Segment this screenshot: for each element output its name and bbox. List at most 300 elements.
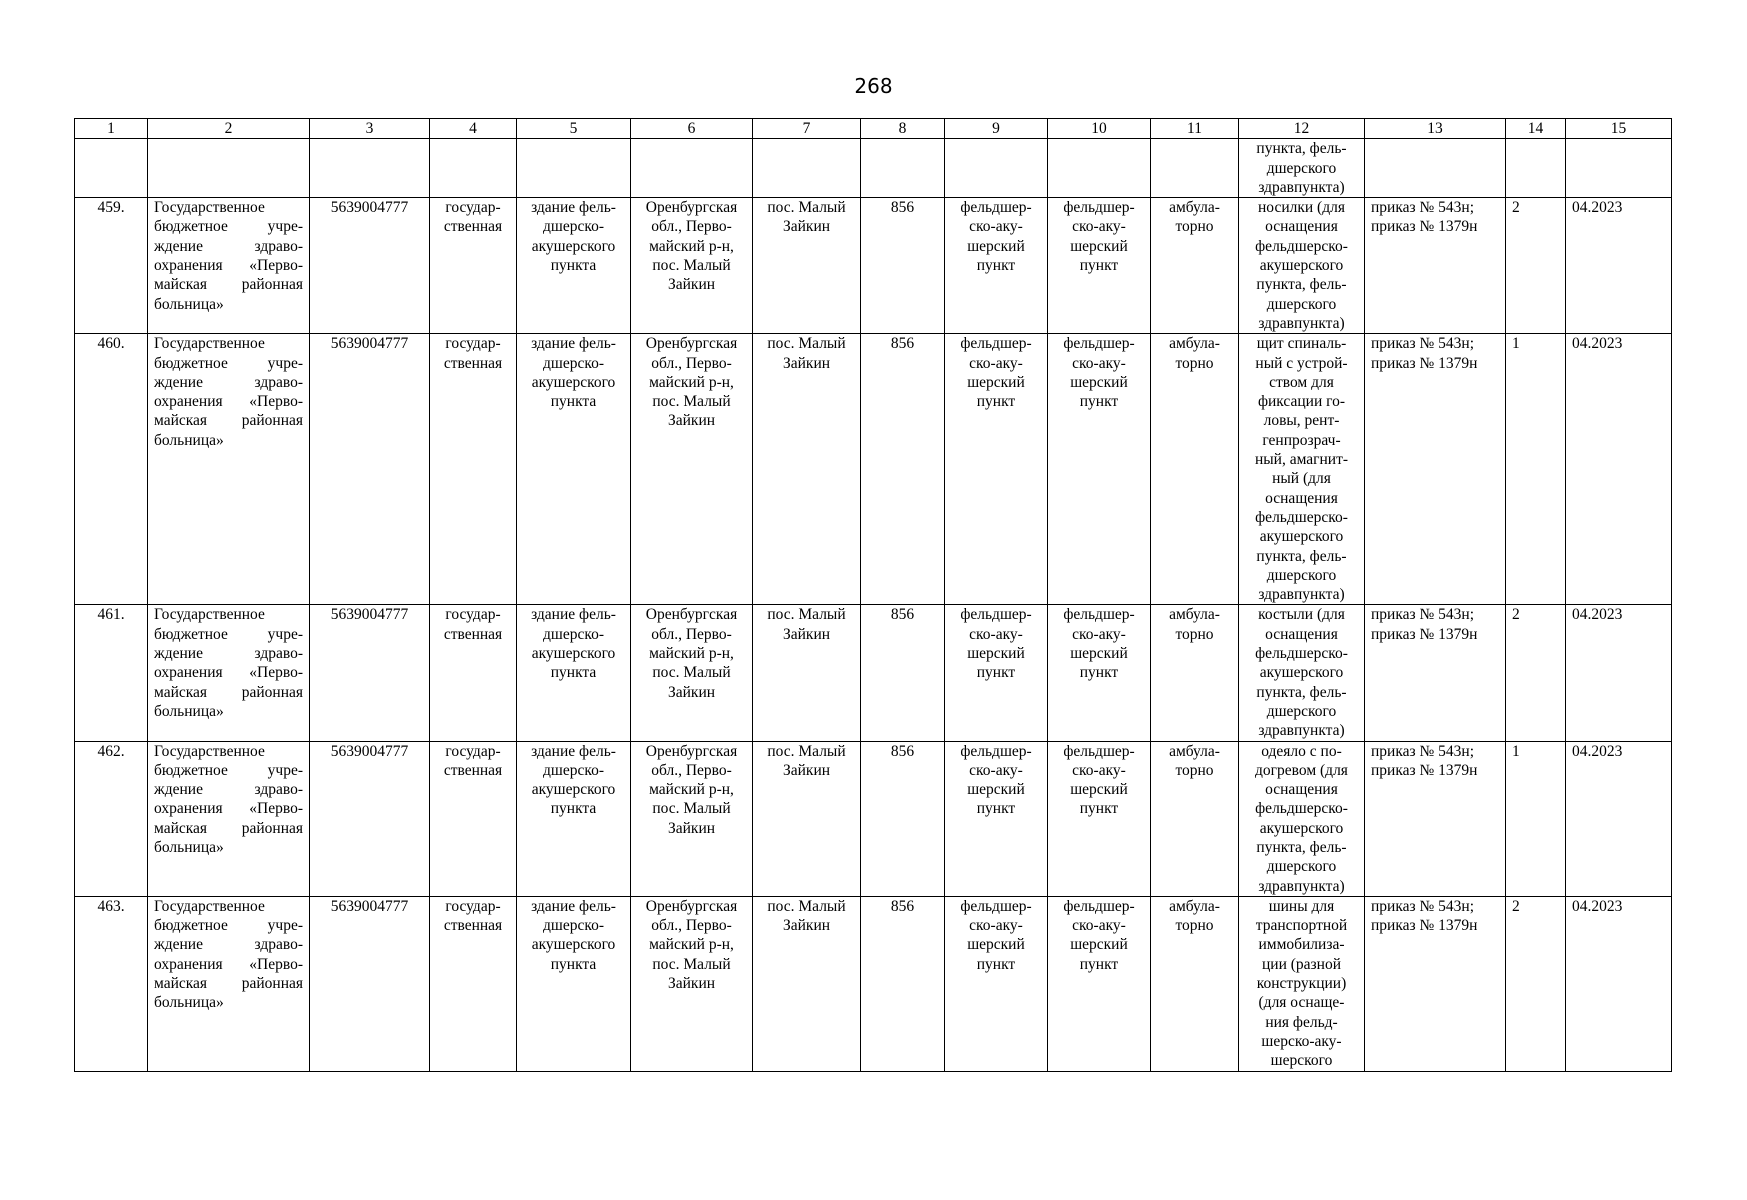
organization-line: больница» (154, 838, 224, 856)
equipment-line: иммобилиза- (1258, 936, 1345, 954)
organization-line: Государственное (154, 742, 265, 760)
cell-unit-name (1048, 139, 1151, 198)
equipment-line: оснащения (1265, 781, 1338, 799)
cell-inn (310, 139, 430, 198)
unit-type-line: ско-аку- (969, 625, 1023, 643)
equipment-line: дшерского (1266, 858, 1337, 876)
equipment-line: фиксации го- (1257, 393, 1346, 411)
equipment-line: ный с устрой- (1255, 354, 1348, 372)
ownership-line: государ- (445, 742, 501, 760)
unit-type-line: шерский (967, 373, 1025, 391)
equipment-line: пункта, фель- (1256, 547, 1347, 565)
unit-name-line: шерский (1070, 781, 1128, 799)
cell-ownership (430, 741, 517, 896)
cell-care-form (1151, 896, 1239, 1071)
care-form-line: амбула- (1169, 897, 1220, 915)
address-line: Зайкин (667, 276, 716, 294)
cell-building (517, 334, 631, 605)
unit-name-line: пункт (1079, 664, 1119, 682)
cell-orders (1365, 896, 1506, 1071)
cell-organization (148, 139, 310, 198)
building-line: акушерского (531, 237, 616, 255)
organization-line: охранения «Перво- (154, 257, 303, 275)
address-line: пос. Малый (652, 257, 731, 275)
equipment-line: пункта, фель- (1256, 276, 1347, 294)
column-number-5: 5 (517, 119, 631, 139)
cell-unit-type (945, 741, 1048, 896)
register-table (74, 118, 1672, 1072)
unit-name-line: пункт (1079, 393, 1119, 411)
column-number-15: 15 (1566, 119, 1672, 139)
unit-name-line: ско-аку- (1072, 354, 1126, 372)
cell-orders (1365, 605, 1506, 741)
locality-line: Зайкин (782, 354, 831, 372)
unit-name-line: фельдшер- (1063, 897, 1135, 915)
cell-locality (753, 139, 861, 198)
cell-quantity: 2 (1506, 605, 1566, 741)
cell-ownership (430, 139, 517, 198)
equipment-line: пункта, фель- (1256, 683, 1347, 701)
unit-name-line: шерский (1070, 936, 1128, 954)
building-line: дшерско- (543, 917, 604, 935)
cell-orders (1365, 741, 1506, 896)
cell-building (517, 198, 631, 334)
equipment-line: конструкции) (1256, 975, 1347, 993)
equipment-line: генпрозрач- (1262, 431, 1341, 449)
table-row (75, 198, 1672, 334)
organization-line: бюджетное учре- (154, 354, 303, 372)
unit-name-line: ско-аку- (1072, 917, 1126, 935)
orders-line: приказ № 543н; (1371, 199, 1475, 217)
equipment-line: ный, амагнит- (1254, 451, 1349, 469)
column-number-9: 9 (945, 119, 1048, 139)
care-form-line: амбула- (1169, 606, 1220, 624)
unit-type-line: фельдшер- (960, 606, 1032, 624)
cell-date: 04.2023 (1566, 605, 1672, 741)
unit-name-line: пункт (1079, 955, 1119, 973)
locality-line: пос. Малый (767, 606, 846, 624)
organization-line: Государственное (154, 335, 265, 353)
care-form-line: торно (1175, 354, 1214, 372)
organization-line: охранения «Перво- (154, 664, 303, 682)
unit-type-line: шерский (967, 237, 1025, 255)
cell-organization (148, 334, 310, 605)
address-line: майский р-н, (649, 936, 734, 954)
cell-date: 04.2023 (1566, 198, 1672, 334)
organization-line: майская районная (154, 412, 303, 430)
cell-date: 04.2023 (1566, 741, 1672, 896)
cell-ownership (430, 198, 517, 334)
orders-line: приказ № 543н; (1371, 606, 1475, 624)
locality-line: пос. Малый (767, 742, 846, 760)
column-number-4: 4 (430, 119, 517, 139)
unit-type-line: ско-аку- (969, 761, 1023, 779)
equipment-line: щит спиналь- (1256, 335, 1347, 353)
cell-number (75, 139, 148, 198)
cell-number: 463. (75, 896, 148, 1071)
address-line: майский р-н, (649, 237, 734, 255)
cell-equipment (1239, 334, 1365, 605)
care-form-line: амбула- (1169, 199, 1220, 217)
equipment-line: акушерского (1259, 257, 1344, 275)
equipment-line: здравпункта) (1258, 314, 1345, 332)
organization-line: бюджетное учре- (154, 761, 303, 779)
unit-type-line: фельдшер- (960, 335, 1032, 353)
column-number-12: 12 (1239, 119, 1365, 139)
organization-line: ждение здраво- (154, 373, 303, 391)
cell-orders (1365, 198, 1506, 334)
header-row (75, 119, 1672, 139)
cell-inn: 5639004777 (310, 741, 430, 896)
cell-unit-type (945, 198, 1048, 334)
unit-type-line: пункт (976, 664, 1016, 682)
unit-type-line: ско-аку- (969, 218, 1023, 236)
building-line: здание фель- (531, 606, 616, 624)
cell-date (1566, 139, 1672, 198)
cell-equipment (1239, 139, 1365, 198)
equipment-line: костыли (для (1258, 606, 1345, 624)
organization-line: майская районная (154, 975, 303, 993)
cell-quantity: 1 (1506, 741, 1566, 896)
organization-line: ждение здраво- (154, 936, 303, 954)
organization-line: ждение здраво- (154, 237, 303, 255)
cell-code: 856 (861, 605, 945, 741)
ownership-line: ственная (443, 625, 503, 643)
equipment-line: фельдшерско- (1255, 237, 1348, 255)
equipment-line: акушерского (1259, 664, 1344, 682)
unit-name-line: фельдшер- (1063, 335, 1135, 353)
address-line: пос. Малый (652, 393, 731, 411)
equipment-line: акушерского (1259, 528, 1344, 546)
equipment-line: шины для (1268, 897, 1335, 915)
column-number-2: 2 (148, 119, 310, 139)
building-line: пункта (550, 664, 597, 682)
organization-line: майская районная (154, 683, 303, 701)
equipment-line: здравпункта) (1258, 722, 1345, 740)
organization-line: охранения «Перво- (154, 955, 303, 973)
equipment-line: оснащения (1265, 218, 1338, 236)
unit-name-line: фельдшер- (1063, 742, 1135, 760)
care-form-line: амбула- (1169, 742, 1220, 760)
orders-line: приказ № 1379н (1371, 625, 1478, 643)
organization-line: бюджетное учре- (154, 917, 303, 935)
column-number-8: 8 (861, 119, 945, 139)
cell-organization (148, 896, 310, 1071)
building-line: здание фель- (531, 199, 616, 217)
page-number: 268 (854, 74, 893, 98)
building-line: дшерско- (543, 761, 604, 779)
ownership-line: государ- (445, 335, 501, 353)
address-line: Оренбургская (645, 335, 738, 353)
address-line: обл., Перво- (651, 761, 732, 779)
equipment-line: ством для (1269, 373, 1334, 391)
organization-line: майская районная (154, 276, 303, 294)
cell-unit-name (1048, 896, 1151, 1071)
orders-line: приказ № 543н; (1371, 335, 1475, 353)
cell-unit-type (945, 139, 1048, 198)
organization-line: охранения «Перво- (154, 800, 303, 818)
address-line: Оренбургская (645, 742, 738, 760)
cell-equipment (1239, 198, 1365, 334)
cell-unit-name (1048, 741, 1151, 896)
building-line: акушерского (531, 781, 616, 799)
unit-type-line: шерский (967, 781, 1025, 799)
cell-address (631, 198, 753, 334)
locality-line: Зайкин (782, 218, 831, 236)
cell-number: 459. (75, 198, 148, 334)
cell-care-form (1151, 139, 1239, 198)
cell-organization (148, 605, 310, 741)
cell-equipment (1239, 741, 1365, 896)
cell-address (631, 896, 753, 1071)
building-line: акушерского (531, 645, 616, 663)
cell-equipment (1239, 896, 1365, 1071)
building-line: здание фель- (531, 335, 616, 353)
column-number-3: 3 (310, 119, 430, 139)
equipment-line: (для оснаще- (1258, 994, 1345, 1012)
equipment-line: фельдшерско- (1255, 645, 1348, 663)
unit-name-line: шерский (1070, 373, 1128, 391)
address-line: майский р-н, (649, 781, 734, 799)
organization-line: Государственное (154, 199, 265, 217)
equipment-line: ный (для (1272, 470, 1331, 488)
unit-type-line: шерский (967, 936, 1025, 954)
address-line: Оренбургская (645, 606, 738, 624)
cell-code: 856 (861, 334, 945, 605)
building-line: пункта (550, 393, 597, 411)
unit-type-line: фельдшер- (960, 897, 1032, 915)
organization-line: Государственное (154, 606, 265, 624)
cell-inn: 5639004777 (310, 334, 430, 605)
cell-care-form (1151, 605, 1239, 741)
building-line: пункта (550, 955, 597, 973)
unit-type-line: фельдшер- (960, 199, 1032, 217)
cell-quantity: 2 (1506, 198, 1566, 334)
ownership-line: ственная (443, 761, 503, 779)
cell-unit-type (945, 334, 1048, 605)
building-line: дшерско- (543, 625, 604, 643)
unit-name-line: пункт (1079, 257, 1119, 275)
unit-type-line: ско-аку- (969, 917, 1023, 935)
unit-name-line: шерский (1070, 237, 1128, 255)
cell-code: 856 (861, 741, 945, 896)
cell-ownership (430, 896, 517, 1071)
cell-inn: 5639004777 (310, 896, 430, 1071)
building-line: акушерского (531, 373, 616, 391)
address-line: майский р-н, (649, 373, 734, 391)
care-form-line: торно (1175, 625, 1214, 643)
equipment-line: пункта, фель- (1256, 140, 1347, 158)
address-line: Зайкин (667, 412, 716, 430)
building-line: здание фель- (531, 897, 616, 915)
ownership-line: государ- (445, 897, 501, 915)
equipment-line: дшерского (1266, 566, 1337, 584)
address-line: обл., Перво- (651, 218, 732, 236)
cell-care-form (1151, 334, 1239, 605)
organization-line: больница» (154, 702, 224, 720)
equipment-line: ловы, рент- (1263, 412, 1340, 430)
address-line: майский р-н, (649, 645, 734, 663)
cell-ownership (430, 605, 517, 741)
cell-quantity: 1 (1506, 334, 1566, 605)
equipment-line: догревом (для (1255, 761, 1348, 779)
equipment-line: оснащения (1265, 489, 1338, 507)
equipment-line: дшерского (1266, 159, 1337, 177)
locality-line: Зайкин (782, 917, 831, 935)
equipment-line: ния фельд- (1265, 1013, 1338, 1031)
equipment-line: оснащения (1265, 625, 1338, 643)
cell-building (517, 139, 631, 198)
column-number-13: 13 (1365, 119, 1506, 139)
building-line: акушерского (531, 936, 616, 954)
address-line: обл., Перво- (651, 354, 732, 372)
cell-address (631, 139, 753, 198)
equipment-line: пункта, фель- (1256, 838, 1347, 856)
cell-locality (753, 741, 861, 896)
equipment-line: фельдшерско- (1255, 508, 1348, 526)
unit-name-line: фельдшер- (1063, 606, 1135, 624)
cell-locality (753, 896, 861, 1071)
cell-organization (148, 741, 310, 896)
equipment-line: одеяло с по- (1261, 742, 1342, 760)
table-row (75, 605, 1672, 741)
organization-line: Государственное (154, 897, 265, 915)
table-body (75, 139, 1672, 1071)
cell-care-form (1151, 741, 1239, 896)
equipment-line: транспортной (1255, 917, 1348, 935)
equipment-line: шерского (1270, 1052, 1333, 1070)
cell-number: 461. (75, 605, 148, 741)
equipment-line: акушерского (1259, 819, 1344, 837)
cell-code: 856 (861, 896, 945, 1071)
unit-name-line: ско-аку- (1072, 761, 1126, 779)
equipment-line: ции (разной (1261, 955, 1341, 973)
cell-quantity (1506, 139, 1566, 198)
orders-line: приказ № 1379н (1371, 917, 1478, 935)
locality-line: пос. Малый (767, 199, 846, 217)
ownership-line: государ- (445, 199, 501, 217)
unit-name-line: ско-аку- (1072, 218, 1126, 236)
column-number-11: 11 (1151, 119, 1239, 139)
unit-name-line: шерский (1070, 645, 1128, 663)
cell-code (861, 139, 945, 198)
cell-code: 856 (861, 198, 945, 334)
address-line: пос. Малый (652, 664, 731, 682)
cell-locality (753, 198, 861, 334)
equipment-line: носилки (для (1258, 199, 1345, 217)
care-form-line: торно (1175, 917, 1214, 935)
organization-line: ждение здраво- (154, 645, 303, 663)
cell-unit-type (945, 605, 1048, 741)
care-form-line: амбула- (1169, 335, 1220, 353)
table-row (75, 896, 1672, 1071)
unit-type-line: шерский (967, 645, 1025, 663)
locality-line: Зайкин (782, 625, 831, 643)
cell-equipment (1239, 605, 1365, 741)
address-line: обл., Перво- (651, 917, 732, 935)
unit-type-line: пункт (976, 257, 1016, 275)
orders-line: приказ № 1379н (1371, 761, 1478, 779)
address-line: Зайкин (667, 819, 716, 837)
building-line: дшерско- (543, 218, 604, 236)
address-line: Оренбургская (645, 199, 738, 217)
unit-name-line: фельдшер- (1063, 199, 1135, 217)
cell-unit-name (1048, 334, 1151, 605)
cell-building (517, 741, 631, 896)
ownership-line: ственная (443, 917, 503, 935)
cell-building (517, 605, 631, 741)
table-row (75, 741, 1672, 896)
cell-inn: 5639004777 (310, 198, 430, 334)
organization-line: больница» (154, 431, 224, 449)
column-number-header (75, 119, 1672, 139)
unit-name-line: пункт (1079, 800, 1119, 818)
care-form-line: торно (1175, 218, 1214, 236)
table-row (75, 334, 1672, 605)
ownership-line: государ- (445, 606, 501, 624)
equipment-line: шерско-аку- (1261, 1032, 1342, 1050)
organization-line: больница» (154, 994, 224, 1012)
cell-address (631, 741, 753, 896)
organization-line: больница» (154, 295, 224, 313)
unit-type-line: фельдшер- (960, 742, 1032, 760)
address-line: Зайкин (667, 975, 716, 993)
equipment-line: дшерского (1266, 295, 1337, 313)
address-line: обл., Перво- (651, 625, 732, 643)
cell-orders (1365, 334, 1506, 605)
equipment-line: здравпункта) (1258, 178, 1345, 196)
cell-locality (753, 334, 861, 605)
column-number-6: 6 (631, 119, 753, 139)
column-number-1: 1 (75, 119, 148, 139)
continuation-row (75, 139, 1672, 198)
cell-address (631, 605, 753, 741)
unit-name-line: ско-аку- (1072, 625, 1126, 643)
cell-orders (1365, 139, 1506, 198)
cell-unit-name (1048, 605, 1151, 741)
unit-type-line: ско-аку- (969, 354, 1023, 372)
locality-line: Зайкин (782, 761, 831, 779)
building-line: дшерско- (543, 354, 604, 372)
unit-type-line: пункт (976, 955, 1016, 973)
cell-quantity: 2 (1506, 896, 1566, 1071)
address-line: Зайкин (667, 683, 716, 701)
cell-date: 04.2023 (1566, 896, 1672, 1071)
care-form-line: торно (1175, 761, 1214, 779)
ownership-line: ственная (443, 354, 503, 372)
address-line: пос. Малый (652, 800, 731, 818)
cell-inn: 5639004777 (310, 605, 430, 741)
cell-unit-type (945, 896, 1048, 1071)
organization-line: охранения «Перво- (154, 393, 303, 411)
unit-type-line: пункт (976, 800, 1016, 818)
building-line: пункта (550, 257, 597, 275)
address-line: пос. Малый (652, 955, 731, 973)
orders-line: приказ № 543н; (1371, 897, 1475, 915)
cell-building (517, 896, 631, 1071)
cell-date: 04.2023 (1566, 334, 1672, 605)
orders-line: приказ № 1379н (1371, 354, 1478, 372)
address-line: Оренбургская (645, 897, 738, 915)
unit-type-line: пункт (976, 393, 1016, 411)
equipment-line: дшерского (1266, 702, 1337, 720)
orders-line: приказ № 543н; (1371, 742, 1475, 760)
organization-line: ждение здраво- (154, 781, 303, 799)
column-number-7: 7 (753, 119, 861, 139)
column-number-10: 10 (1048, 119, 1151, 139)
column-number-14: 14 (1506, 119, 1566, 139)
equipment-line: здравпункта) (1258, 877, 1345, 895)
